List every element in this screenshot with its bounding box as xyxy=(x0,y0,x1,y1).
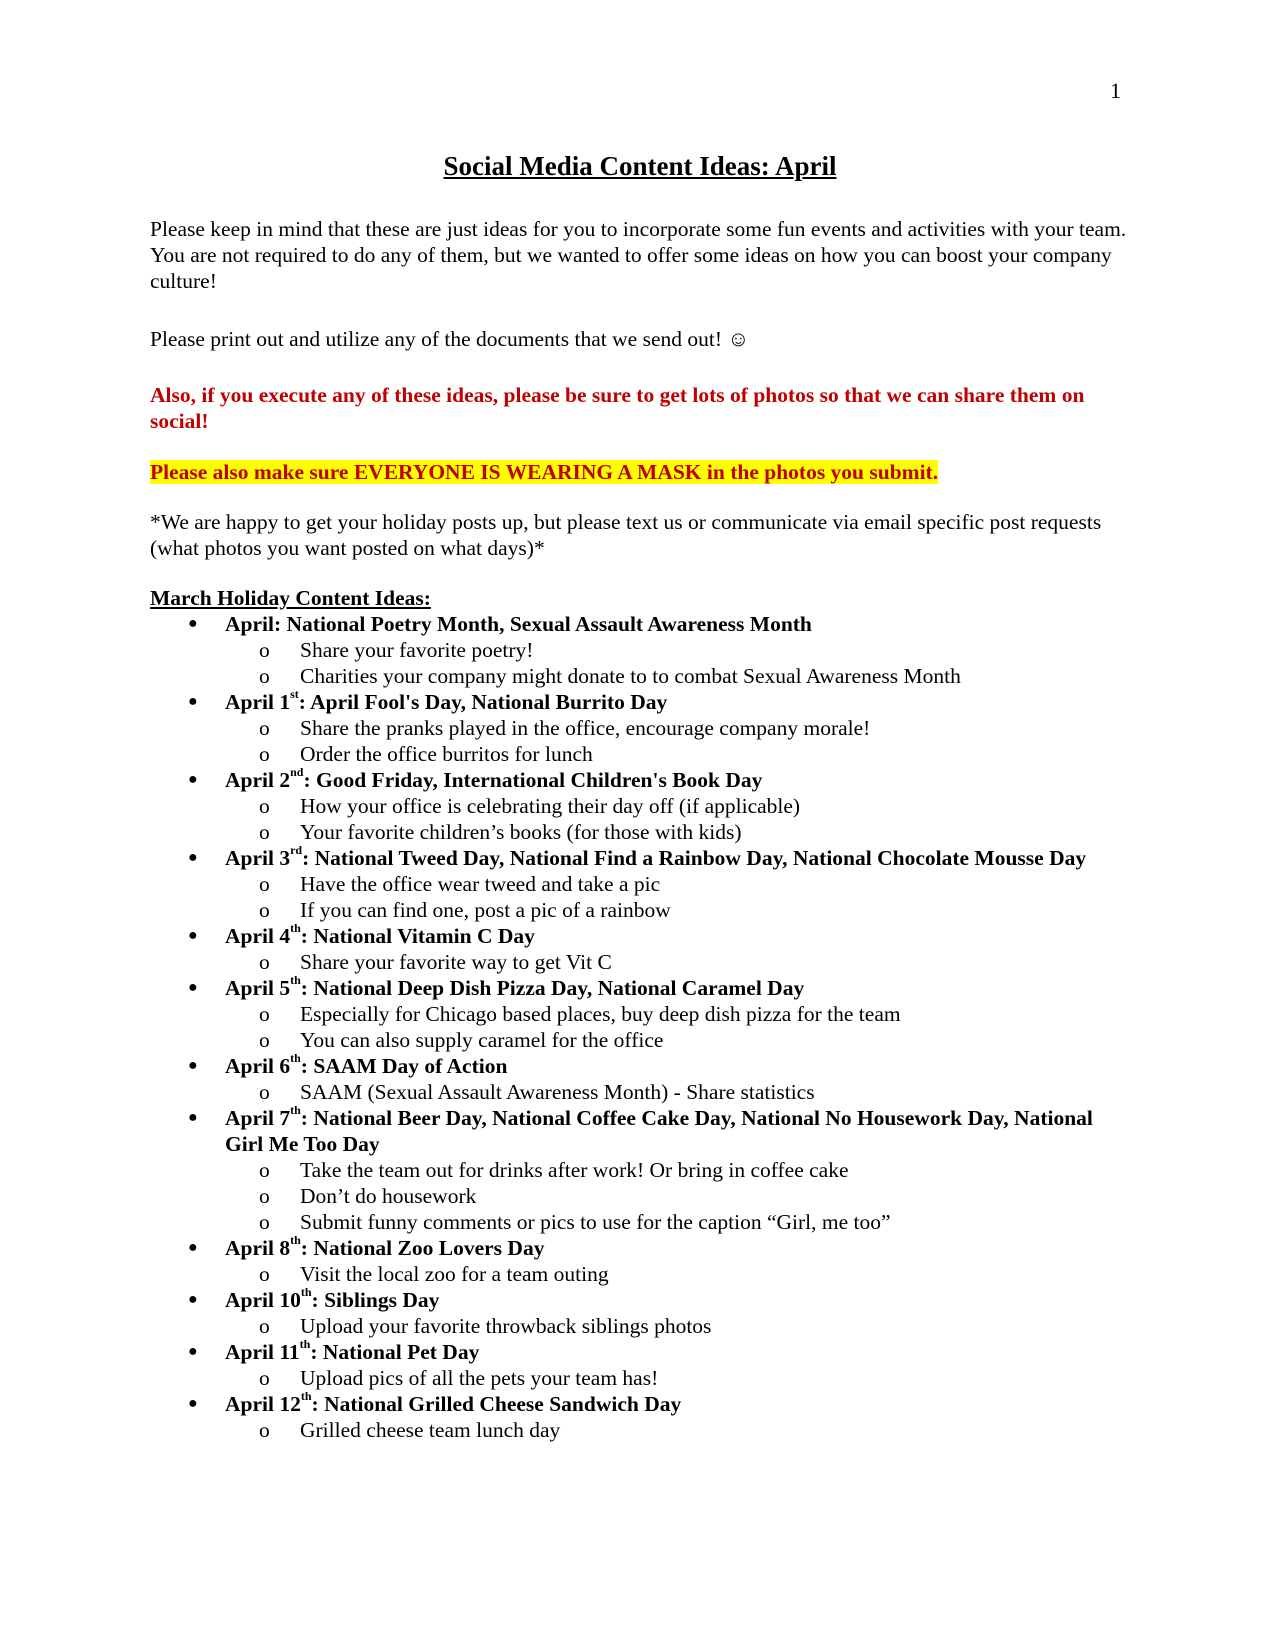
event-title xyxy=(225,1336,480,1364)
intro-paragraph: Please keep in mind that these are just ideas for you to incorporate some fun events and activities with your team. You are not required to do any of them, but we wanted to offer some ideas on how you can boost your company culture! xyxy=(150,217,1127,293)
sub-bullet-icon: o xyxy=(259,1418,270,1442)
event-item xyxy=(150,1050,1130,1105)
idea-item xyxy=(225,1313,1130,1339)
event-date: April 11 xyxy=(225,1340,300,1364)
idea-text: Share your favorite way to get Vit C xyxy=(300,950,612,974)
idea-text: Share the pranks played in the office, encourage company morale! xyxy=(300,716,871,740)
bullet-icon: ● xyxy=(188,927,198,944)
event-title xyxy=(225,920,535,948)
event-name: : National Deep Dish Pizza Day, National Caramel Day xyxy=(300,976,805,1000)
idea-item xyxy=(225,1157,1130,1183)
section-heading: March Holiday Content Ideas: xyxy=(150,586,431,610)
bullet-icon: ● xyxy=(188,1395,198,1412)
sub-bullet-icon: o xyxy=(259,950,270,974)
event-date: April 3 xyxy=(225,846,291,870)
idea-list xyxy=(225,637,1130,689)
event-date-suffix: th xyxy=(290,972,301,987)
idea-item xyxy=(225,637,1130,663)
idea-item xyxy=(225,871,1130,897)
event-name: : Good Friday, International Children's Book Day xyxy=(303,768,763,792)
event-date-suffix: th xyxy=(290,1050,301,1065)
sub-bullet-icon: o xyxy=(259,1210,270,1234)
idea-text: Take the team out for drinks after work! Or bring in coffee cake xyxy=(300,1158,849,1182)
idea-item xyxy=(225,741,1130,767)
idea-list xyxy=(225,1079,1130,1105)
idea-list xyxy=(225,1001,1130,1053)
sub-bullet-icon: o xyxy=(259,1366,270,1390)
event-title xyxy=(225,764,763,792)
idea-item xyxy=(225,1209,1130,1235)
idea-item xyxy=(225,819,1130,845)
event-date: April 7 xyxy=(225,1106,291,1130)
event-date: April 8 xyxy=(225,1236,291,1260)
event-date: April 4 xyxy=(225,924,291,948)
bullet-icon: ● xyxy=(188,1109,198,1126)
event-date-suffix: th xyxy=(290,1232,301,1247)
sub-bullet-icon: o xyxy=(259,820,270,844)
event-date-suffix: th xyxy=(300,1388,312,1403)
event-date-suffix: th xyxy=(290,920,301,935)
sub-bullet-icon: o xyxy=(259,1028,270,1052)
event-date: April xyxy=(225,612,274,636)
event-item xyxy=(150,1336,1130,1391)
event-name: : National Grilled Cheese Sandwich Day xyxy=(311,1392,682,1416)
idea-item xyxy=(225,1261,1130,1287)
sub-bullet-icon: o xyxy=(259,898,270,922)
bullet-icon: ● xyxy=(188,979,198,996)
event-date-suffix: th xyxy=(290,1102,301,1117)
idea-item xyxy=(225,1417,1130,1443)
idea-item xyxy=(225,793,1130,819)
idea-list xyxy=(225,1261,1130,1287)
bullet-icon: ● xyxy=(188,771,198,788)
idea-text: If you can find one, post a pic of a rainbow xyxy=(300,898,671,922)
sub-bullet-icon: o xyxy=(259,872,270,896)
idea-text: Have the office wear tweed and take a pic xyxy=(300,872,661,896)
page-title: Social Media Content Ideas: April xyxy=(443,151,837,181)
idea-list xyxy=(225,715,1130,767)
idea-text: You can also supply caramel for the office xyxy=(300,1028,664,1052)
page-number: 1 xyxy=(1110,78,1121,103)
event-title xyxy=(225,1284,440,1312)
sub-bullet-icon: o xyxy=(259,1262,270,1286)
idea-item xyxy=(225,1183,1130,1209)
bullet-icon: ● xyxy=(188,849,198,866)
event-date-suffix: nd xyxy=(290,764,304,779)
idea-item xyxy=(225,1001,1130,1027)
mask-note xyxy=(150,459,1130,485)
idea-text: Grilled cheese team lunch day xyxy=(300,1418,561,1442)
event-title xyxy=(225,612,812,636)
event-item xyxy=(150,764,1130,845)
idea-text: Your favorite children’s books (for those with kids) xyxy=(300,820,742,844)
event-date-suffix: st xyxy=(290,686,299,701)
event-item xyxy=(150,842,1130,923)
event-item xyxy=(150,1388,1130,1443)
event-date: April 2 xyxy=(225,768,291,792)
event-name: : National Zoo Lovers Day xyxy=(300,1236,545,1260)
bullet-icon: ● xyxy=(188,1291,198,1308)
idea-text: Submit funny comments or pics to use for the caption “Girl, me too” xyxy=(300,1210,891,1234)
bullet-icon: ● xyxy=(188,615,198,632)
sub-bullet-icon: o xyxy=(259,1184,270,1208)
request-note: *We are happy to get your holiday posts up, but please text us or communicate via email specific post requests (what photos you want posted on what days)* xyxy=(150,510,1102,560)
event-title xyxy=(225,1050,508,1078)
event-date: April 1 xyxy=(225,690,291,714)
bullet-icon: ● xyxy=(188,1057,198,1074)
bullet-icon: ● xyxy=(188,1343,198,1360)
event-name: : SAAM Day of Action xyxy=(300,1054,508,1078)
idea-text: Upload your favorite throwback siblings photos xyxy=(300,1314,712,1338)
photo-note: Also, if you execute any of these ideas, please be sure to get lots of photos so that we can share them on social! xyxy=(150,383,1085,433)
events-list xyxy=(150,611,1130,1443)
event-item xyxy=(150,611,1130,689)
idea-list xyxy=(225,871,1130,923)
event-date-suffix: rd xyxy=(290,842,303,857)
sub-bullet-icon: o xyxy=(259,1158,270,1182)
event-date-suffix: th xyxy=(299,1336,311,1351)
event-title xyxy=(225,972,805,1000)
sub-bullet-icon: o xyxy=(259,1080,270,1104)
sub-bullet-icon: o xyxy=(259,1002,270,1026)
event-name: : April Fool's Day, National Burrito Day xyxy=(298,690,668,714)
idea-list xyxy=(225,949,1130,975)
event-name: : National Beer Day, National Coffee Cake Day, National No Housework Day, National Girl Me Too Day xyxy=(225,1106,1093,1156)
idea-item xyxy=(225,1365,1130,1391)
idea-text: SAAM (Sexual Assault Awareness Month) - Share statistics xyxy=(300,1080,815,1104)
idea-list xyxy=(225,1365,1130,1391)
idea-item xyxy=(225,949,1130,975)
idea-text: Upload pics of all the pets your team has! xyxy=(300,1366,659,1390)
idea-text: Especially for Chicago based places, buy deep dish pizza for the team xyxy=(300,1002,901,1026)
sub-bullet-icon: o xyxy=(259,664,270,688)
event-title xyxy=(225,686,668,714)
event-item xyxy=(150,1284,1130,1339)
sub-bullet-icon: o xyxy=(259,742,270,766)
idea-item xyxy=(225,715,1130,741)
event-name: : National Tweed Day, National Find a Rainbow Day, National Chocolate Mousse Day xyxy=(302,846,1087,870)
sub-bullet-icon: o xyxy=(259,638,270,662)
idea-list xyxy=(225,1157,1130,1235)
idea-list xyxy=(225,1313,1130,1339)
idea-text: How your office is celebrating their day off (if applicable) xyxy=(300,794,801,818)
event-date: April 10 xyxy=(225,1288,301,1312)
event-title xyxy=(225,1232,545,1260)
event-item xyxy=(150,1102,1130,1235)
event-date: April 5 xyxy=(225,976,291,1000)
event-name: : Siblings Day xyxy=(311,1288,440,1312)
sub-bullet-icon: o xyxy=(259,716,270,740)
idea-list xyxy=(225,1417,1130,1443)
event-item xyxy=(150,686,1130,767)
event-date-suffix: th xyxy=(300,1284,312,1299)
event-title xyxy=(225,1388,682,1416)
idea-text: Share your favorite poetry! xyxy=(300,638,534,662)
idea-text: Visit the local zoo for a team outing xyxy=(300,1262,609,1286)
document-body xyxy=(150,150,1130,1443)
event-date: April 6 xyxy=(225,1054,291,1078)
event-item xyxy=(150,920,1130,975)
idea-text: Charities your company might donate to to combat Sexual Awareness Month xyxy=(300,664,961,688)
sub-bullet-icon: o xyxy=(259,1314,270,1338)
idea-text: Don’t do housework xyxy=(300,1184,477,1208)
event-name: : National Vitamin C Day xyxy=(300,924,535,948)
event-item xyxy=(150,972,1130,1053)
bullet-icon: ● xyxy=(188,693,198,710)
event-date: April 12 xyxy=(225,1392,301,1416)
event-item xyxy=(150,1232,1130,1287)
event-title xyxy=(225,842,1087,870)
idea-item xyxy=(225,897,1130,923)
sub-bullet-icon: o xyxy=(259,794,270,818)
event-name: : National Poetry Month, Sexual Assault Awareness Month xyxy=(273,612,812,636)
idea-item xyxy=(225,1079,1130,1105)
idea-item xyxy=(225,663,1130,689)
mask-note-highlight: Please also make sure EVERYONE IS WEARING A MASK in the photos you submit. xyxy=(150,460,939,484)
idea-list xyxy=(225,793,1130,845)
event-title xyxy=(225,1102,1093,1156)
print-note: Please print out and utilize any of the documents that we send out! ☺ xyxy=(150,327,750,351)
event-name: : National Pet Day xyxy=(310,1340,480,1364)
idea-text: Order the office burritos for lunch xyxy=(300,742,593,766)
idea-item xyxy=(225,1027,1130,1053)
bullet-icon: ● xyxy=(188,1239,198,1256)
